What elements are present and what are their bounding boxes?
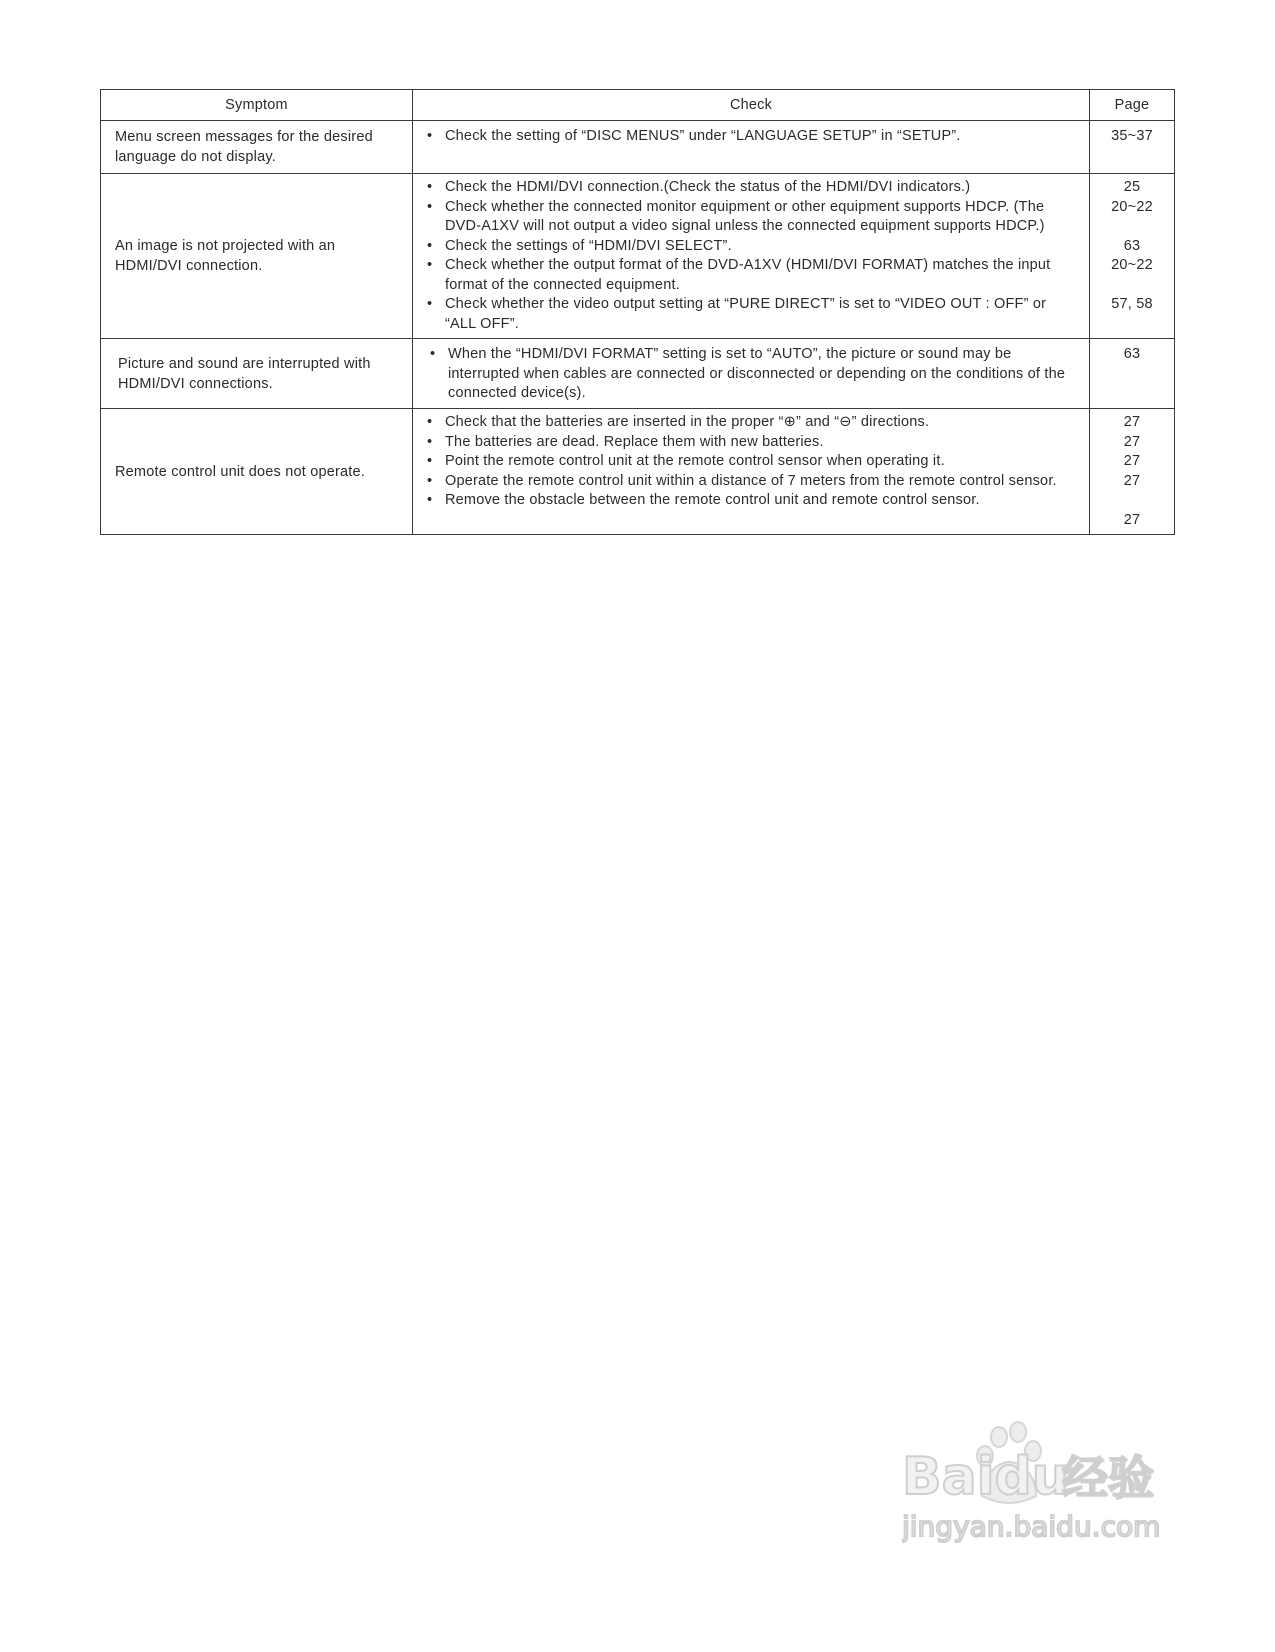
check-item: • Check whether the connected monitor equipment or other equipment supports HDCP. (The DVD-A1XV will not output a video signal unless the connected equipment supports HDCP.) bbox=[427, 198, 1045, 234]
bullet-icon: • bbox=[427, 198, 433, 215]
bullet-icon: • bbox=[427, 414, 433, 430]
watermark-text bbox=[902, 1447, 1160, 1543]
svg-text:jingyan.baidu.com: jingyan.baidu.com bbox=[902, 1510, 1161, 1543]
header-page: Page bbox=[1090, 90, 1175, 121]
symptom-cell: Picture and sound are interrupted with HDMI/DVI connections. bbox=[101, 339, 413, 409]
baidu-watermark-logo bbox=[902, 1418, 1202, 1598]
bullet-icon: • bbox=[427, 257, 433, 273]
check-item: • Check the settings of “HDMI/DVI SELECT”. bbox=[427, 237, 1081, 257]
page-cell bbox=[1090, 121, 1175, 174]
page-ref: 27 bbox=[1123, 472, 1141, 489]
page-ref: 27 bbox=[1123, 511, 1141, 528]
bullet-icon: • bbox=[427, 237, 433, 254]
check-item: • Point the remote control unit at the remote control sensor when operating it. bbox=[427, 452, 1081, 472]
bullet-icon: • bbox=[427, 179, 433, 195]
page-ref bbox=[1090, 276, 1174, 296]
page-ref: 27 bbox=[1123, 433, 1141, 450]
svg-text:经验: 经验 bbox=[1062, 1451, 1154, 1505]
check-item: • Remove the obstacle between the remote control unit and remote control sensor. bbox=[427, 491, 1081, 511]
bullet-icon: • bbox=[427, 128, 433, 144]
header-check: Check bbox=[413, 90, 1090, 121]
check-cell bbox=[413, 409, 1090, 535]
check-item: • Check the setting of “DISC MENUS” under “LANGUAGE SETUP” in “SETUP”. bbox=[427, 127, 1081, 147]
page-ref bbox=[1090, 217, 1174, 237]
check-list bbox=[427, 413, 1081, 511]
bullet-icon: • bbox=[427, 296, 433, 312]
check-item: • Operate the remote control unit within a distance of 7 meters from the remote control sensor. bbox=[427, 472, 1081, 492]
page-ref: 20~22 bbox=[1111, 257, 1153, 273]
bullet-icon: • bbox=[427, 433, 433, 450]
table-row bbox=[101, 174, 1175, 339]
page-ref bbox=[1090, 491, 1174, 511]
table-header-row bbox=[101, 90, 1175, 121]
bullet-icon: • bbox=[427, 453, 433, 469]
page-ref: 27 bbox=[1123, 453, 1141, 469]
check-item: • Check that the batteries are inserted in the proper “⊕” and “⊖” directions. bbox=[427, 413, 1081, 433]
symptom-cell: Menu screen messages for the desired language do not display. bbox=[101, 121, 413, 174]
bullet-icon: • bbox=[430, 346, 436, 362]
table-row bbox=[101, 121, 1175, 174]
check-item: • Check whether the video output setting at “PURE DIRECT” is set to “VIDEO OUT : OFF” or “ALL OFF”. bbox=[427, 296, 1047, 332]
check-list bbox=[427, 127, 1081, 147]
svg-text:Baidu: Baidu bbox=[902, 1447, 1069, 1507]
table-row bbox=[101, 409, 1175, 535]
check-item: • Check the HDMI/DVI connection.(Check the status of the HDMI/DVI indicators.) bbox=[427, 178, 1081, 198]
page-ref: 20~22 bbox=[1111, 198, 1153, 215]
check-list bbox=[430, 345, 1081, 404]
symptom-cell: Remote control unit does not operate. bbox=[101, 409, 413, 535]
check-list bbox=[427, 178, 1081, 334]
page-ref: 57, 58 bbox=[1111, 296, 1153, 312]
bullet-icon: • bbox=[427, 472, 433, 489]
page-ref: 35~37 bbox=[1111, 128, 1153, 144]
page-ref: 27 bbox=[1123, 414, 1141, 430]
page-cell bbox=[1090, 174, 1175, 339]
bullet-icon: • bbox=[427, 492, 433, 508]
check-cell bbox=[413, 174, 1090, 339]
troubleshooting-table bbox=[100, 89, 1175, 535]
header-symptom: Symptom bbox=[101, 90, 413, 121]
check-item: • Check whether the output format of the DVD-A1XV (HDMI/DVI FORMAT) matches the input format of the connected equipment. bbox=[427, 257, 1051, 293]
page-ref: 25 bbox=[1123, 179, 1141, 195]
check-item: • The batteries are dead. Replace them with new batteries. bbox=[427, 433, 1081, 453]
page-ref: 63 bbox=[1123, 237, 1141, 254]
table-row bbox=[101, 339, 1175, 409]
symptom-cell: An image is not projected with an HDMI/DVI connection. bbox=[101, 174, 413, 339]
page-cell bbox=[1090, 409, 1175, 535]
page-ref: 63 bbox=[1123, 346, 1141, 362]
check-cell bbox=[413, 121, 1090, 174]
check-item: • When the “HDMI/DVI FORMAT” setting is set to “AUTO”, the picture or sound may be interrupted when cables are connected or disconnected or depending on the conditions of the connected device(s). bbox=[430, 346, 1066, 401]
check-cell bbox=[413, 339, 1090, 409]
page-cell bbox=[1090, 339, 1175, 409]
